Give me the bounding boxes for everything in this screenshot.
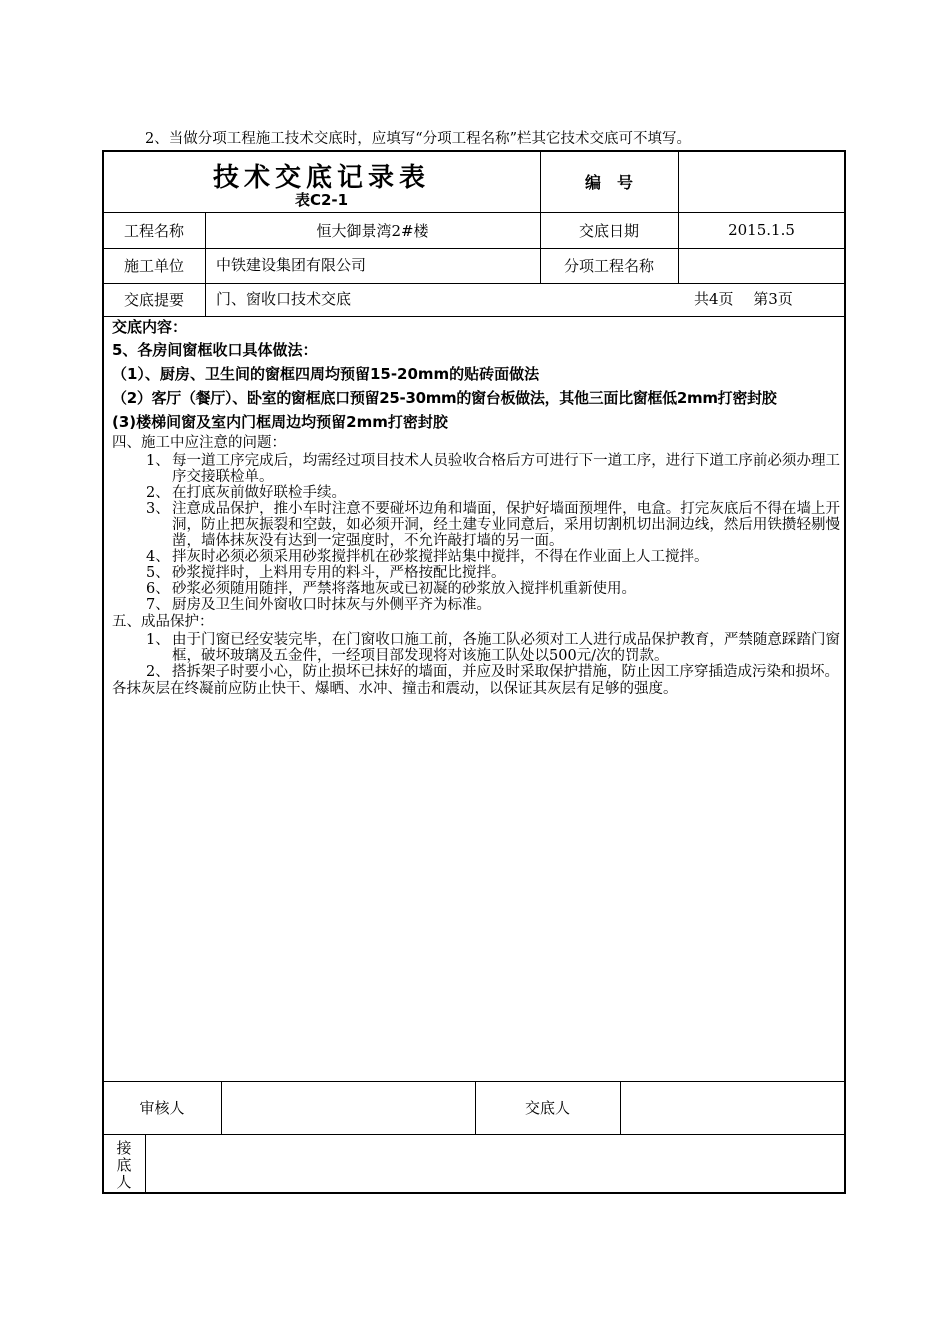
receiver-signature-field[interactable] (146, 1135, 845, 1193)
disclosure-date-field[interactable]: 2015.1.5 (728, 221, 795, 239)
number-label: 编 号 (584, 173, 633, 192)
contractor-field[interactable]: 中铁建设集团有限公司 (216, 256, 367, 274)
content-heading: 交底内容： (112, 318, 188, 336)
list-item: 5、 砂浆搅拌时，上料用专用的料斗，严格按配比搅拌。 (146, 565, 506, 581)
header-title-cell (103, 151, 540, 212)
reviewer-signature-field[interactable] (221, 1081, 475, 1134)
discloser-signature-field[interactable] (620, 1081, 845, 1134)
discloser-label: 交底人 (524, 1099, 570, 1117)
section5-title: 五、成品保护： (112, 614, 214, 630)
number-field[interactable] (678, 151, 845, 212)
form-title: 技术交底记录表 (212, 163, 430, 193)
list-item: 2、 搭拆架子时要小心，防止损坏已抹好的墙面，并应及时采取保护措施，防止因工序穿插造成污染和损坏。 (146, 664, 839, 680)
bold-line: （1）、厨房、卫生间的窗框四周均预留15-20mm的贴砖面做法 (112, 365, 540, 383)
closing-note: 各抹灰层在终凝前应防止快干、爆晒、水冲、撞击和震动，以保证其灰层有足够的强度。 (112, 681, 678, 697)
project-name-field[interactable]: 恒大御景湾2#楼 (316, 221, 429, 240)
list-item: 7、 厨房及卫生间外窗收口时抹灰与外侧平齐为标准。 (146, 597, 491, 613)
list-item: 1、 由于门窗已经安装完毕，在门窗收口施工前，各施工队必须对工人进行成品保护教育，严禁随意踩踏门窗框，破坏玻璃及五金件，一经项目部发现将对该施工队处以500元/次的罚款。 (146, 632, 840, 664)
section4-title: 四、施工中应注意的问题： (112, 435, 286, 451)
list-item: 1、 每一道工序完成后，均需经过项目技术人员验收合格后方可进行下一道工序，进行下道工序前必须办理工序交接联检单。 (146, 453, 840, 485)
disclosure-content (112, 316, 840, 699)
subproject-label: 分项工程名称 (563, 257, 654, 275)
disclosure-date-label: 交底日期 (578, 221, 639, 240)
instruction-note: 2、当做分项工程施工技术交底时，应填写“分项工程名称”栏其它技术交底可不填写。 (145, 131, 692, 147)
bold-line: (3)楼梯间窗及室内门框周边均预留2mm打密封胶 (112, 413, 448, 431)
page-count: 共4页 第3页 (694, 290, 793, 308)
bold-line: 5、各房间窗框收口具体做法： (112, 341, 318, 359)
contractor-label: 施工单位 (123, 257, 184, 275)
summary-label: 交底提要 (123, 291, 184, 309)
bold-line: （2）客厅（餐厅）、卧室的窗框底口预留25-30mm的窗台板做法，其他三面比窗框低2mm打密封胶 (112, 389, 777, 407)
subproject-field[interactable] (678, 248, 845, 283)
project-name-label: 工程名称 (123, 221, 184, 240)
form-code: 表C2-1 (294, 191, 349, 209)
list-item: 3、 注意成品保护，推小车时注意不要碰坏边角和墙面，保护好墙面预埋件，电盒。打完灰底后不得在墙上开洞，防止把灰振裂和空鼓，如必须开洞，经土建专业同意后，采用切割机切出洞边线，然后用铁攒轻剔慢凿，墙体抹灰没有达到一定强度时，不允许敲打墙的另一面。 (146, 501, 840, 549)
list-item: 4、 拌灰时必须必须采用砂浆搅拌机在砂浆搅拌站集中搅拌，不得在作业面上人工搅拌。 (146, 549, 709, 565)
summary-field[interactable]: 门、窗收口技术交底 (216, 290, 352, 308)
list-item: 2、 在打底灰前做好联检手续。 (146, 485, 346, 501)
receiver-label: 接 底 人 (116, 1139, 132, 1191)
list-item: 6、 砂浆必须随用随拌，严禁将落地灰或已初凝的砂浆放入搅拌机重新使用。 (146, 581, 636, 597)
reviewer-label: 审核人 (139, 1099, 185, 1117)
